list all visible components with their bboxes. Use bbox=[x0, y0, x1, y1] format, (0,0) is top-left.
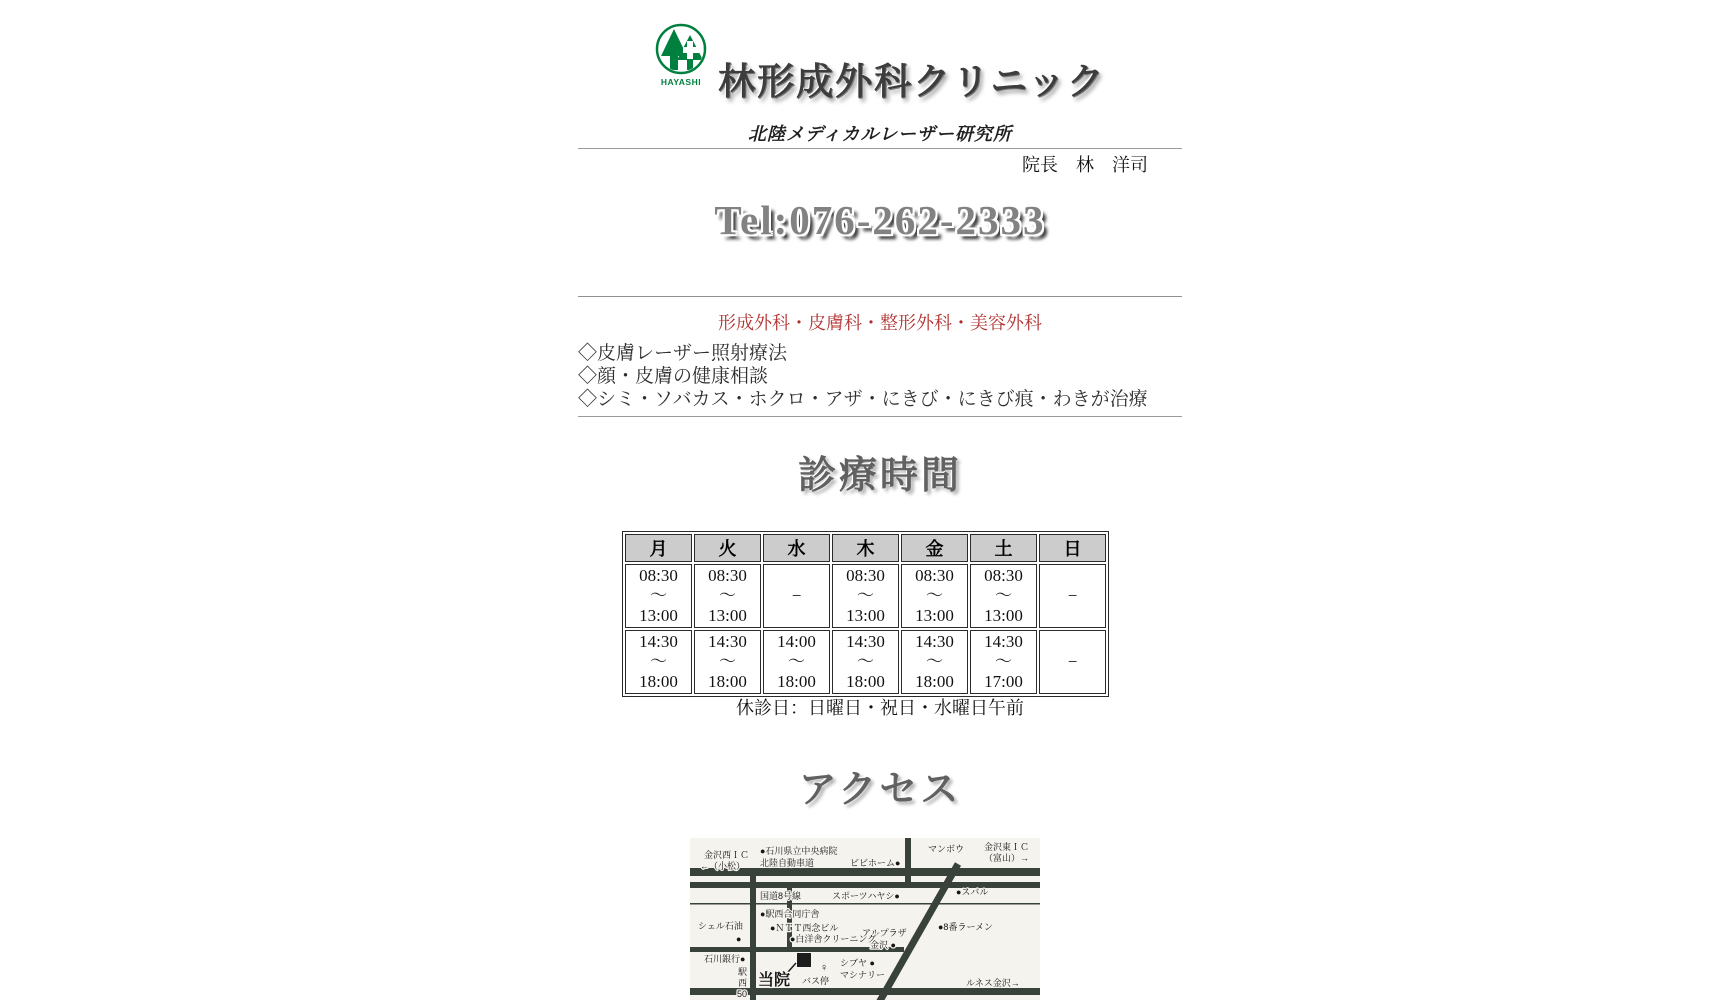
hours-heading: 診療時間 bbox=[797, 455, 962, 497]
access-map bbox=[690, 838, 1040, 1000]
map-label: 50 bbox=[737, 989, 748, 999]
map-label: 西 bbox=[738, 978, 748, 988]
clinic-marker bbox=[797, 953, 811, 967]
map-label: ビビホーム● bbox=[850, 858, 901, 868]
map-label: （富山）→ bbox=[984, 853, 1030, 863]
service-item: ◇顔・皮膚の健康相談 bbox=[578, 366, 769, 387]
clinic-logo bbox=[654, 22, 708, 93]
services-list bbox=[578, 342, 1148, 411]
map-label: ●8番ラーメン bbox=[938, 922, 993, 932]
map-label: 国道8号線 bbox=[760, 891, 802, 901]
hours-cell: 14:30 〜 18:00 bbox=[694, 630, 761, 694]
map-label: スポーツハヤシ● bbox=[832, 891, 900, 901]
map-label: ←（小松） bbox=[700, 861, 746, 871]
map-label: ●スバル bbox=[956, 887, 989, 897]
service-item: ◇皮膚レーザー照射療法 bbox=[578, 343, 788, 364]
map-label: シェル石油 bbox=[698, 921, 743, 931]
phone-number: Tel:076-262-2333 bbox=[714, 197, 1046, 243]
hours-cell: 08:30 〜 13:00 bbox=[625, 564, 692, 628]
map-label: 北陸自動車道 bbox=[760, 858, 815, 868]
map-label: ●ＮＴＴ西念ビル bbox=[770, 923, 839, 933]
site-title: 林形成外科クリニック bbox=[718, 62, 1106, 103]
hours-cell: 14:00 〜 18:00 bbox=[763, 630, 830, 694]
hours-cell: 08:30 〜 13:00 bbox=[832, 564, 899, 628]
map-label: バス停 bbox=[802, 976, 830, 986]
hours-cell: − bbox=[1039, 630, 1106, 694]
map-label: ● bbox=[736, 934, 742, 944]
day-header: 日 bbox=[1039, 534, 1106, 562]
main-content bbox=[578, 0, 1182, 1000]
hours-cell: 14:30 〜 18:00 bbox=[625, 630, 692, 694]
hours-cell: 14:30 〜 18:00 bbox=[832, 630, 899, 694]
map-label: ♀ bbox=[820, 962, 829, 974]
hours-cell: 14:30 〜 17:00 bbox=[970, 630, 1037, 694]
day-header: 木 bbox=[832, 534, 899, 562]
hours-cell: 08:30 〜 13:00 bbox=[694, 564, 761, 628]
map-label: ルネス金沢→ bbox=[966, 978, 1020, 988]
hours-table bbox=[622, 531, 1109, 697]
map-label: シブヤ ● bbox=[840, 958, 875, 968]
map-label: 金沢 ● bbox=[870, 940, 896, 950]
map-label: ●白洋舎クリーニング bbox=[790, 934, 877, 944]
site-subtitle: 北陸メディカルレーザー研究所 bbox=[747, 124, 1013, 144]
day-header: 土 bbox=[970, 534, 1037, 562]
closed-days-note: 休診日：日曜日・祝日・水曜日午前 bbox=[736, 698, 1024, 718]
map-image bbox=[690, 838, 1040, 1000]
map-label: 金沢西ＩＣ bbox=[704, 850, 750, 860]
hours-cell: 08:30 〜 13:00 bbox=[970, 564, 1037, 628]
divider-mid bbox=[578, 296, 1182, 297]
day-header: 水 bbox=[763, 534, 830, 562]
tree-logo-icon bbox=[654, 22, 708, 88]
map-label: 駅 bbox=[738, 967, 748, 977]
map-label: アルプラザ bbox=[862, 928, 907, 938]
brand-header bbox=[578, 22, 1182, 103]
day-header: 火 bbox=[694, 534, 761, 562]
hours-cell: 14:30 〜 18:00 bbox=[901, 630, 968, 694]
map-label: マンボウ bbox=[928, 844, 965, 854]
hours-header-row bbox=[625, 534, 1106, 562]
hours-cell: − bbox=[1039, 564, 1106, 628]
map-label: 当院 bbox=[758, 972, 791, 989]
day-header: 金 bbox=[901, 534, 968, 562]
service-item: ◇シミ・ソバカス・ホクロ・アザ・にきび・にきび痕・わきが治療 bbox=[578, 389, 1148, 410]
afternoon-row bbox=[625, 630, 1106, 694]
map-label: 石川銀行● bbox=[704, 954, 746, 964]
map-label: ●石川県立中央病院 bbox=[760, 846, 838, 856]
divider-services bbox=[578, 416, 1182, 417]
map-label: 金沢東ＩＣ bbox=[984, 842, 1030, 852]
director-name: 院長 林 洋司 bbox=[1022, 155, 1148, 175]
access-heading: アクセス bbox=[798, 769, 962, 811]
logo-text: HAYASHI bbox=[661, 77, 702, 87]
map-label: ●駅西合同庁舎 bbox=[760, 909, 820, 919]
morning-row bbox=[625, 564, 1106, 628]
departments-line: 形成外科・皮膚科・整形外科・美容外科 bbox=[718, 313, 1042, 333]
hours-cell: − bbox=[763, 564, 830, 628]
map-label: マシナリー bbox=[840, 970, 886, 980]
hours-cell: 08:30 〜 13:00 bbox=[901, 564, 968, 628]
divider-top bbox=[578, 148, 1182, 149]
day-header: 月 bbox=[625, 534, 692, 562]
